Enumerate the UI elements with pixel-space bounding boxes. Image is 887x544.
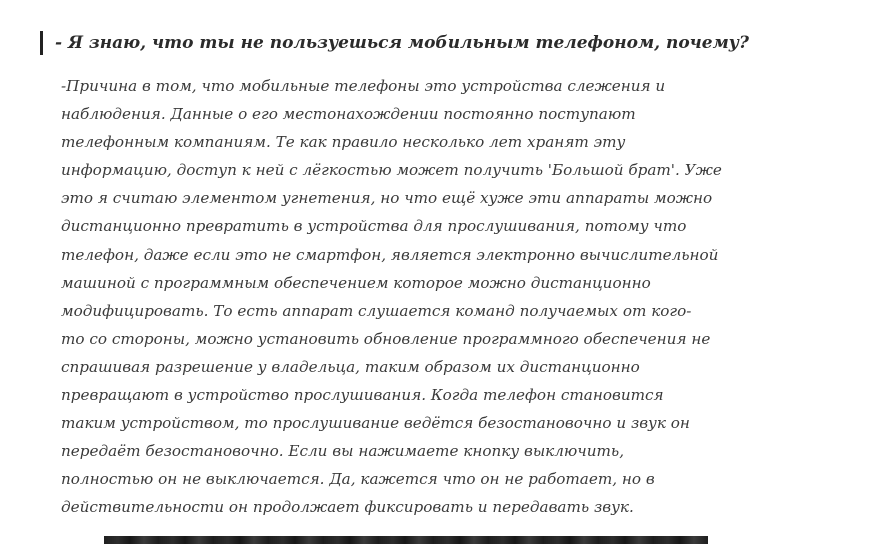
answer-line: спрашивая разрешение у владельца, таким образом их дистанционно <box>61 357 640 376</box>
answer-line: то со стороны, можно установить обновление программного обеспечения не <box>61 329 711 348</box>
answer-line: передаёт безостановочно. Если вы нажимаете кнопку выключить, <box>61 442 625 461</box>
answer-line: информацию, доступ к ней с лёгкостью может получить 'Большой брат'. Уже <box>61 161 722 180</box>
interview-question: - Я знаю, что ты не пользуешься мобильным телефоном, почему? <box>55 33 749 53</box>
answer-line: телефонным компаниям. Те как правило несколько лет хранят эту <box>61 133 626 152</box>
answer-line: модифицировать. То есть аппарат слушается команд получаемых от кого- <box>61 301 692 320</box>
answer-line: таким устройством, то прослушивание ведётся безостановочно и звук он <box>61 414 690 433</box>
answer-line: телефон, даже если это не смартфон, является электронно вычислительной <box>61 245 719 264</box>
answer-line: полностью он не выключается. Да, кажется что он не работает, но в <box>61 470 655 489</box>
answer-line: машиной с программным обеспечением которое можно дистанционно <box>61 273 651 292</box>
quote-bar <box>40 31 43 55</box>
answer-line: дистанционно превратить в устройства для прослушивания, потому что <box>61 217 687 236</box>
answer-line: действительности он продолжает фиксировать и передавать звук. <box>61 498 634 517</box>
answer-line: наблюдения. Данные о его местонахождении постоянно поступают <box>61 105 636 124</box>
answer-line: -Причина в том, что мобильные телефоны это устройства слежения и <box>61 77 666 95</box>
interview-answer <box>61 72 761 522</box>
answer-line: превращают в устройство прослушивания. Когда телефон становится <box>61 386 664 405</box>
article-image <box>104 536 708 544</box>
answer-line: это я считаю элементом угнетения, но что ещё хуже эти аппараты можно <box>61 189 713 208</box>
